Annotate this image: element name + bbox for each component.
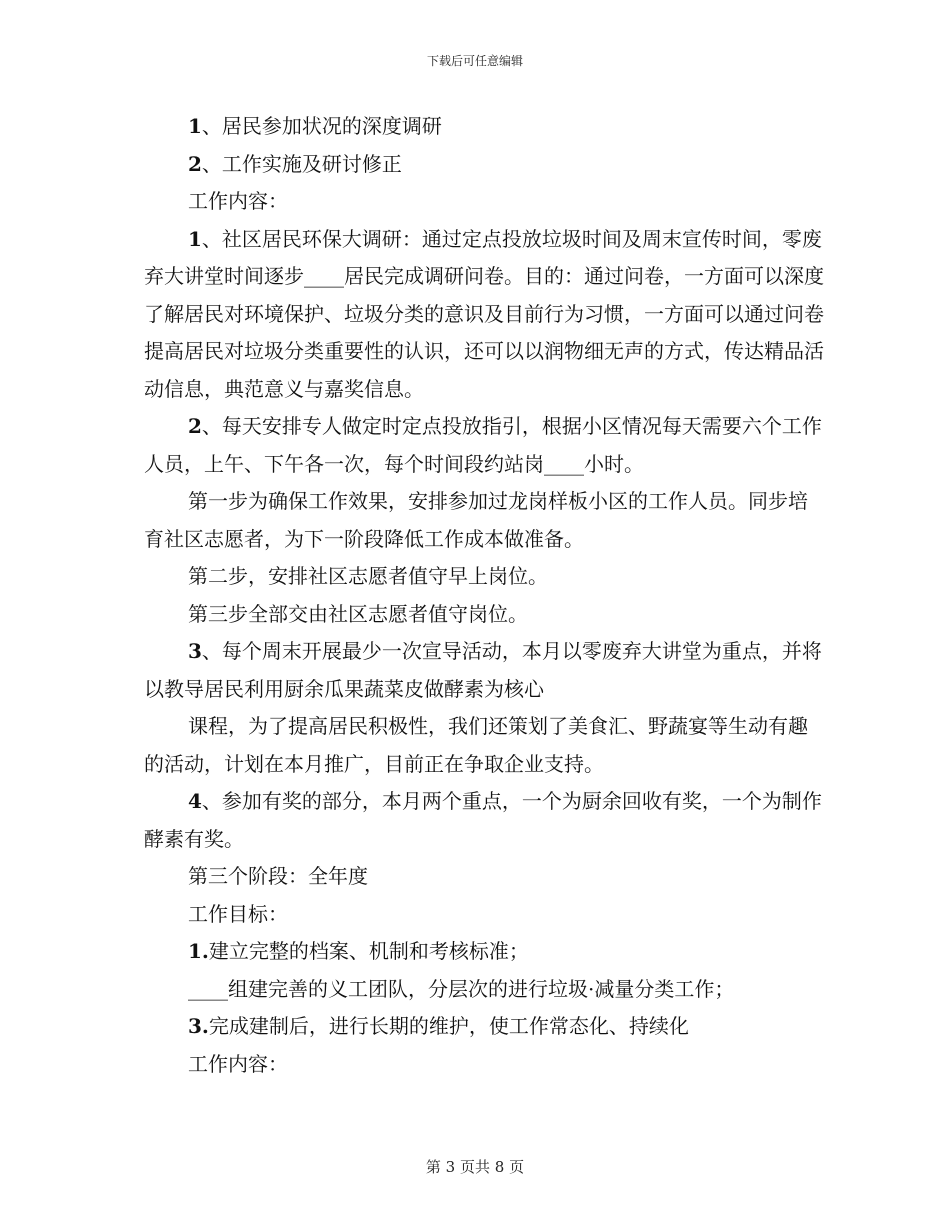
paragraph-text: 、社区居民环保大调研：通过定点投放垃圾时间及周末宣传时间，零废弃大讲堂时间逐步____居民完成调研问卷。目的：通过问卷，一方面可以深度了解居民对环境保护、垃圾分类的意识及目前行为习惯，一方面可以通过问卷提高居民对垃圾分类重要性的认识，还可以以润物细无声的方式，传达精品活动信息，典范意义与嘉奖信息。 (144, 226, 824, 401)
paragraph (144, 896, 824, 934)
paragraph-text: 第三个阶段：全年度 (188, 864, 368, 888)
paragraph (144, 558, 824, 596)
paragraph (144, 708, 824, 783)
list-number: 1 (188, 226, 202, 251)
document-body (144, 108, 824, 1083)
paragraph (144, 596, 824, 634)
paragraph-text: 、每天安排专人做定时定点投放指引，根据小区情况每天需要六个工作人员，上午、下午各一次，每个时间段约站岗____小时。 (144, 414, 822, 476)
paragraph-text: 完成建制后，进行长期的维护，使工作常态化、持续化 (208, 1014, 689, 1038)
paragraph-text: ____组建完善的义工团队，分层次的进行垃圾·减量分类工作； (188, 976, 735, 1001)
page-header: 下载后可任意编辑 (426, 54, 523, 68)
paragraph (144, 633, 824, 708)
paragraph (144, 108, 824, 146)
list-number: 4 (188, 789, 202, 813)
paragraph-text: 第三步全部交由社区志愿者值守岗位。 (188, 601, 528, 626)
paragraph-text: 工作内容： (188, 1051, 288, 1076)
list-number: 2 (188, 414, 202, 438)
list-number: 2 (188, 151, 202, 176)
paragraph (144, 1008, 824, 1046)
list-number: 3. (188, 1014, 209, 1038)
paragraph-text: 第二步，安排社区志愿者值守早上岗位。 (188, 564, 548, 588)
list-number: 1 (188, 114, 202, 138)
paragraph-text: 工作内容： (188, 189, 288, 213)
list-number: 1. (188, 939, 209, 963)
paragraph (144, 483, 824, 558)
paragraph-text: 、每个周末开展最少一次宣导活动，本月以零废弃大讲堂为重点，并将以教导居民利用厨余瓜果蔬菜皮做酵素为核心 (144, 639, 822, 701)
paragraph (144, 858, 824, 896)
paragraph (144, 221, 824, 409)
paragraph-text: 、工作实施及研讨修正 (201, 151, 402, 176)
paragraph (144, 146, 824, 184)
paragraph (144, 783, 824, 858)
list-number: 3 (188, 639, 202, 663)
paragraph (144, 1046, 824, 1084)
paragraph (144, 183, 824, 221)
paragraph-text: 工作目标： (188, 901, 288, 926)
paragraph (144, 933, 824, 971)
paragraph-text: 第一步为确保工作效果，安排参加过龙岗样板小区的工作人员。同步培育社区志愿者，为下一阶段降低工作成本做准备。 (144, 489, 808, 551)
paragraph-text: 课程，为了提高居民积极性，我们还策划了美食汇、野蔬宴等生动有趣的活动，计划在本月推广，目前正在争取企业支持。 (144, 714, 808, 776)
paragraph (144, 408, 824, 483)
page-footer: 第 3 页共 8 页 (425, 1158, 525, 1176)
paragraph-text: 建立完整的档案、机制和考核标准； (208, 939, 529, 963)
paragraph (144, 971, 824, 1009)
paragraph-text: 、居民参加状况的深度调研 (201, 114, 442, 138)
paragraph-text: 、参加有奖的部分，本月两个重点，一个为厨余回收有奖，一个为制作酵素有奖。 (144, 789, 822, 851)
